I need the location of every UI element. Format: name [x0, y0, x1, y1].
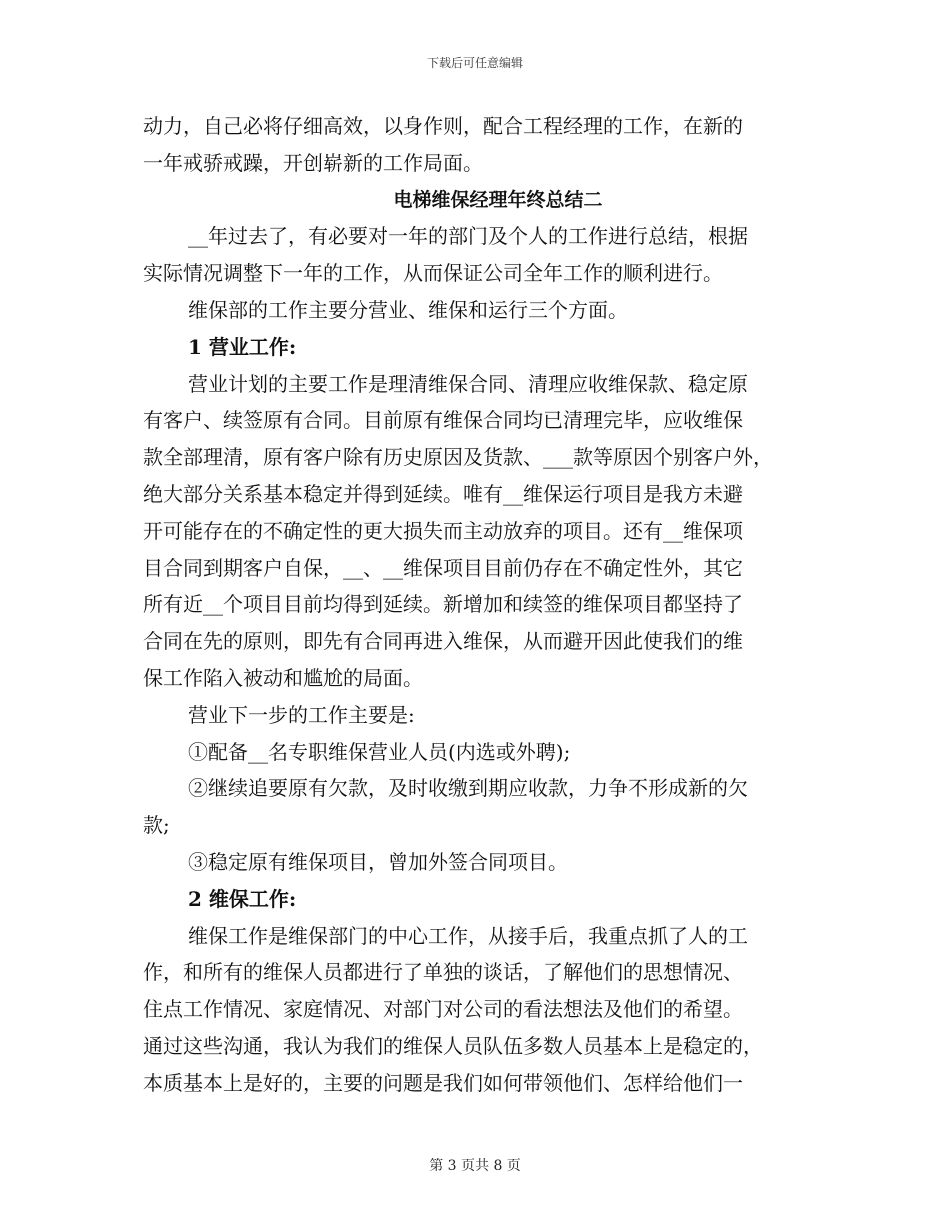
subsection-heading: 2 维保工作: — [188, 886, 297, 911]
text-line: 维保工作是维保部门的中心工作，从接手后，我重点抓了人的工 — [188, 923, 748, 948]
text-line: __年过去了，有必要对一年的部门及个人的工作进行总结，根据 — [188, 224, 748, 249]
text-line: 款; — [143, 813, 170, 838]
text-line: 营业计划的主要工作是理清维保合同、清理应收维保款、稳定原 — [188, 371, 748, 396]
text-line: 维保部的工作主要分营业、维保和运行三个方面。 — [188, 297, 628, 322]
text-line: 合同在先的原则，即先有合同再进入维保，从而避开因此使我们的维 — [143, 629, 743, 654]
text-line: 作，和所有的维保人员都进行了单独的谈话，了解他们的思想情况、 — [143, 960, 743, 985]
text-line: 绝大部分关系基本稳定并得到延续。唯有__维保运行项目是我方未避 — [143, 481, 743, 506]
section-title: 电梯维保经理年终总结二 — [393, 188, 603, 211]
text-line: 一年戒骄戒躁，开创崭新的工作局面。 — [143, 150, 483, 175]
text-line: ③稳定原有维保项目，曾加外签合同项目。 — [188, 849, 568, 874]
text-line: 营业下一步的工作主要是: — [188, 702, 415, 727]
document-body — [143, 108, 808, 1102]
text-line: 目合同到期客户自保，__、__维保项目目前仍存在不确定性外，其它 — [143, 555, 743, 580]
text-line: 本质基本上是好的，主要的问题是我们如何带领他们、怎样给他们一 — [143, 1070, 743, 1095]
text-line: 款全部理清，原有客户除有历史原因及货款、___款等原因个别客户外， — [143, 445, 773, 470]
text-line: 有客户、续签原有合同。目前原有维保合同均已清理完毕，应收维保 — [143, 408, 743, 433]
page-footer: 第 3 页共 8 页 — [429, 1158, 521, 1174]
text-line: 通过这些沟通，我认为我们的维保人员队伍多数人员基本上是稳定的， — [143, 1033, 763, 1058]
text-line: 保工作陷入被动和尴尬的局面。 — [143, 665, 423, 690]
text-line: 住点工作情况、家庭情况、对部门对公司的看法想法及他们的希望。 — [143, 997, 743, 1022]
text-line: 开可能存在的不确定性的更大损失而主动放弃的项目。还有__维保项 — [143, 518, 743, 543]
page-header: 下载后可任意编辑 — [426, 56, 523, 70]
text-line: 所有近__个项目目前均得到延续。新增加和续签的维保项目都坚持了 — [143, 592, 743, 617]
text-line: 动力，自己必将仔细高效，以身作则，配合工程经理的工作，在新的 — [143, 114, 743, 138]
text-line: ①配备__名专职维保营业人员(内选或外聘); — [188, 739, 571, 764]
text-line: 实际情况调整下一年的工作，从而保证公司全年工作的顺利进行。 — [143, 261, 723, 286]
text-line: ②继续追要原有欠款，及时收缴到期应收款，力争不形成新的欠 — [188, 776, 748, 801]
subsection-heading: 1 营业工作: — [188, 334, 297, 359]
